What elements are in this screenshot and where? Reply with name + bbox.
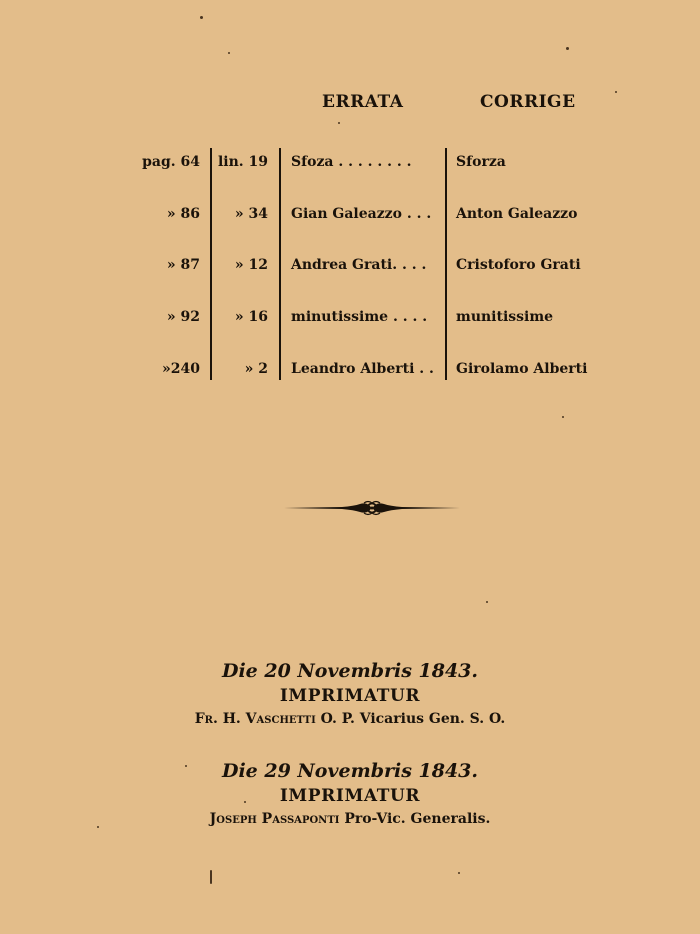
- paper-speck: [97, 826, 99, 828]
- paper-speck: [185, 765, 187, 767]
- paper-speck: [566, 47, 569, 50]
- signatory-name: Joseph Passaponti: [209, 811, 340, 827]
- line-ref: lin. 19: [217, 154, 268, 170]
- signatory-name: Fr. H. Vaschetti: [194, 711, 316, 727]
- errata-text: Gian Galeazzo . . .: [291, 206, 432, 222]
- errata-text: Sfoza . . . . . . . .: [291, 154, 412, 170]
- table-row: [0, 248, 700, 284]
- imprimatur-signature: [0, 711, 700, 727]
- page-ref: » 87: [166, 257, 200, 273]
- page-ref: » 86: [166, 206, 200, 222]
- corrige-text: Cristoforo Grati: [456, 257, 581, 273]
- page-ref: pag. 64: [142, 154, 200, 170]
- signatory-title: Pro-Vic. Generalis.: [344, 811, 491, 827]
- page-ref: »240: [162, 361, 200, 377]
- paper-speck: [486, 601, 488, 603]
- paper-speck: [228, 52, 230, 54]
- table-row: [0, 352, 700, 388]
- imprimatur-block-1: [0, 660, 700, 727]
- paper-speck: [458, 872, 460, 874]
- table-row: [0, 197, 700, 233]
- imprimatur-title: IMPRIMATUR: [279, 686, 421, 706]
- line-ref: » 16: [234, 309, 268, 325]
- corrige-text: Anton Galeazzo: [456, 206, 578, 222]
- paper-speck: [200, 16, 203, 19]
- paper-speck: [210, 870, 212, 884]
- paper-speck: [338, 122, 340, 124]
- errata-heading: ERRATA: [322, 92, 404, 112]
- line-ref: » 34: [234, 206, 268, 222]
- imprimatur-title: IMPRIMATUR: [279, 786, 421, 806]
- signatory-title: O. P. Vicarius Gen. S. O.: [320, 711, 506, 727]
- imprimatur-date: Die 29 Novembris 1843.: [221, 760, 479, 782]
- corrige-heading: CORRIGE: [480, 92, 576, 112]
- flourish-ornament-icon: [282, 498, 462, 518]
- errata-text: minutissime . . . .: [291, 309, 428, 325]
- errata-text: Leandro Alberti . .: [291, 361, 434, 377]
- corrige-text: Girolamo Alberti: [456, 361, 588, 377]
- paper-speck: [615, 91, 617, 93]
- corrige-text: munitissime: [456, 309, 554, 325]
- imprimatur-signature: [0, 811, 700, 827]
- page-ref: » 92: [166, 309, 200, 325]
- paper-speck: [244, 801, 246, 803]
- imprimatur-block-2: [0, 760, 700, 827]
- errata-text: Andrea Grati. . . .: [291, 257, 427, 273]
- line-ref: » 2: [244, 361, 268, 377]
- table-row: [0, 145, 700, 181]
- imprimatur-date: Die 20 Novembris 1843.: [221, 660, 479, 682]
- paper-speck: [562, 416, 564, 418]
- table-row: [0, 300, 700, 336]
- line-ref: » 12: [234, 257, 268, 273]
- corrige-text: Sforza: [456, 154, 506, 170]
